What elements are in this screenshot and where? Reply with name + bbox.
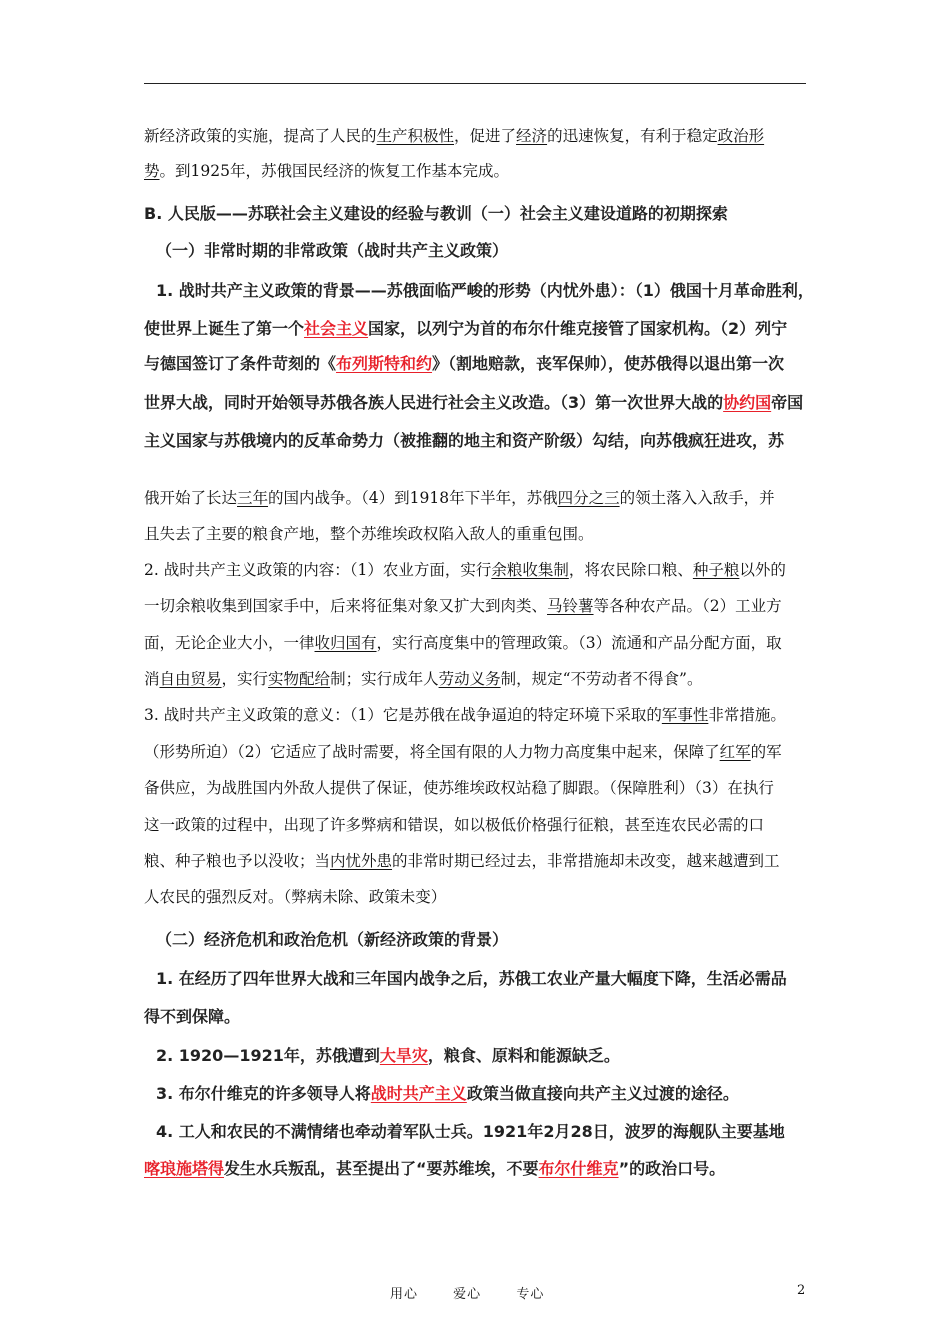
underlined-keyword: 实物配给 xyxy=(268,670,331,688)
text-run: 等各种农产品。（2）工业方 xyxy=(593,597,782,615)
text-run: 发生水兵叛乱，甚至提出了“要苏维埃，不要 xyxy=(224,1159,539,1178)
text-run: 的非常时期已经过去，非常措施却未改变，越来越遭到工 xyxy=(392,852,780,870)
text-run: （一）非常时期的非常政策（战时共产主义政策） xyxy=(156,241,509,260)
text-line xyxy=(144,668,824,690)
footer-motto-2: 爱心 xyxy=(453,1287,482,1302)
underlined-keyword: 生产积极性 xyxy=(376,127,455,145)
text-line xyxy=(156,968,836,990)
text-run: ，实行高度集中的管理政策。（3）流通和产品分配方面，取 xyxy=(376,634,782,652)
text-line xyxy=(144,777,824,799)
page-number: 2 xyxy=(797,1283,806,1298)
text-line xyxy=(144,353,824,375)
text-run: 国家，以列宁为首的布尔什维克接管了国家机构。（2）列宁 xyxy=(368,319,788,338)
text-line xyxy=(156,1083,836,1105)
text-run: 与德国签订了条件苛刻的《 xyxy=(144,354,337,373)
text-run: B. 人民版——苏联社会主义建设的经验与教训（一）社会主义建设道路的初期探索 xyxy=(144,204,728,223)
text-run: 政策当做直接向共产主义过渡的途径。 xyxy=(466,1084,739,1103)
underlined-keyword: 内忧外患 xyxy=(330,852,393,870)
text-run: （二）经济危机和政治危机（新经济政策的背景） xyxy=(156,930,509,949)
text-run: 1. 在经历了四年世界大战和三年国内战争之后，苏俄工农业产量大幅度下降，生活必需品 xyxy=(156,969,787,988)
text-run: 》（割地赔款，丧军保帅），使苏俄得以退出第一次 xyxy=(432,354,785,373)
text-line xyxy=(144,430,824,452)
text-line xyxy=(144,886,824,908)
text-run: ，实行 xyxy=(221,670,269,688)
underlined-keyword: 经济 xyxy=(516,127,548,145)
text-run: 帝国 xyxy=(771,393,804,412)
text-line xyxy=(144,850,824,872)
underlined-keyword: 军事性 xyxy=(661,706,709,724)
text-line xyxy=(144,523,824,545)
underlined-keyword: 马铃薯 xyxy=(547,597,594,615)
text-line xyxy=(144,203,824,225)
text-run: 的领土落入入敌手，并 xyxy=(619,489,775,507)
text-run: 粮、种子粮也予以没收；当 xyxy=(144,852,331,870)
text-line xyxy=(144,632,824,654)
red-keyword: 协约国 xyxy=(723,393,772,412)
underlined-keyword: 红军 xyxy=(719,743,751,761)
red-keyword: 布尔什维克 xyxy=(538,1159,619,1178)
text-run: 2. 战时共产主义政策的内容：（1）农业方面，实行 xyxy=(144,561,492,579)
text-run: ，促进了 xyxy=(454,127,517,145)
red-keyword: 社会主义 xyxy=(304,319,369,338)
text-line xyxy=(156,1121,836,1143)
underlined-keyword: 劳动义务 xyxy=(438,670,501,688)
text-run: 4. 工人和农民的不满情绪也牵动着军队士兵。1921年2月28日，波罗的海舰队主要基地 xyxy=(156,1122,785,1141)
text-run: 面，无论企业大小，一律 xyxy=(144,634,315,652)
header-rule xyxy=(144,83,806,84)
red-keyword: 喀琅施塔得 xyxy=(144,1159,225,1178)
footer-motto-1: 用心 xyxy=(390,1287,419,1302)
text-line xyxy=(144,741,824,763)
text-run: 备供应，为战胜国内外敌人提供了保证，使苏维埃政权站稳了脚跟。（保障胜利）（3）在执行 xyxy=(144,779,774,797)
text-line xyxy=(144,559,824,581)
underlined-keyword: 收归国有 xyxy=(314,634,377,652)
text-run: 世界大战，同时开始领导苏俄各族人民进行社会主义改造。（3）第一次世界大战的 xyxy=(144,393,724,412)
underlined-keyword: 势 xyxy=(144,162,160,180)
text-run: ，将农民除口粮、 xyxy=(568,561,693,579)
text-line xyxy=(144,318,824,340)
text-run: 2. 1920—1921年，苏俄遭到 xyxy=(156,1046,380,1065)
text-run: （形势所迫）（2）它适应了战时需要，将全国有限的人力物力高度集中起来，保障了 xyxy=(144,743,720,761)
text-run: 这一政策的过程中，出现了许多弊病和错误，如以极低价格强行征粮，甚至连农民必需的口 xyxy=(144,816,765,834)
text-run: 使世界上诞生了第一个 xyxy=(144,319,305,338)
page-footer xyxy=(390,1283,574,1302)
text-line xyxy=(144,392,824,414)
text-line xyxy=(144,487,824,509)
text-run: 主义国家与苏俄境内的反革命势力（被推翻的地主和资产阶级）勾结，向苏俄疯狂进攻，苏 xyxy=(144,431,785,450)
underlined-keyword: 余粮收集制 xyxy=(491,561,569,579)
text-run: 一切余粮收集到国家手中，后来将征集对象又扩大到肉类、 xyxy=(144,597,548,615)
text-line xyxy=(144,704,824,726)
text-line xyxy=(156,929,836,951)
text-run: 制，规定“不劳动者不得食”。 xyxy=(500,670,703,688)
text-line xyxy=(144,125,824,147)
text-run: 3. 布尔什维克的许多领导人将 xyxy=(156,1084,371,1103)
text-line xyxy=(156,240,836,262)
text-line xyxy=(144,1006,824,1028)
text-run: 俄开始了长达 xyxy=(144,489,238,507)
text-run: 得不到保障。 xyxy=(144,1007,241,1026)
text-line xyxy=(144,160,824,182)
text-run: 3. 战时共产主义政策的意义：（1）它是苏俄在战争逼迫的特定环境下采取的 xyxy=(144,706,662,724)
text-run: 制；实行成年人 xyxy=(330,670,439,688)
text-run: 且失去了主要的粮食产地，整个苏维埃政权陷入敌人的重重包围。 xyxy=(144,525,594,543)
text-line xyxy=(144,1158,824,1180)
text-line xyxy=(156,1045,836,1067)
text-run: 1. 战时共产主义政策的背景——苏俄面临严峻的形势（内忧外患）：（1）俄国十月革命胜利， xyxy=(156,281,814,300)
text-run: 。到1925年，苏俄国民经济的恢复工作基本完成。 xyxy=(159,162,509,180)
underlined-keyword: 种子粮 xyxy=(692,561,740,579)
text-run: 非常措施。 xyxy=(708,706,786,724)
text-run: 新经济政策的实施，提高了人民的 xyxy=(144,127,377,145)
text-line xyxy=(144,595,824,617)
text-line xyxy=(156,280,836,302)
red-keyword: 战时共产主义 xyxy=(370,1084,467,1103)
red-keyword: 布列斯特和约 xyxy=(336,354,433,373)
text-run: 以外的 xyxy=(739,561,786,579)
text-run: 的迅速恢复，有利于稳定 xyxy=(547,127,718,145)
underlined-keyword: 三年 xyxy=(237,489,269,507)
underlined-keyword: 四分之三 xyxy=(557,489,620,507)
text-run: 的国内战争。（4）到1918年下半年，苏俄 xyxy=(268,489,558,507)
text-run: 的军 xyxy=(750,743,782,761)
underlined-keyword: 政治形 xyxy=(717,127,765,145)
red-keyword: 大旱灾 xyxy=(379,1046,428,1065)
footer-motto-3: 专心 xyxy=(516,1287,545,1302)
text-line xyxy=(144,814,824,836)
text-run: 人农民的强烈反对。（弊病未除、政策未变） xyxy=(144,888,447,906)
text-run: ，粮食、原料和能源缺乏。 xyxy=(427,1046,620,1065)
text-run: 消 xyxy=(144,670,160,688)
underlined-keyword: 自由贸易 xyxy=(159,670,222,688)
text-run: ”的政治口号。 xyxy=(618,1159,726,1178)
